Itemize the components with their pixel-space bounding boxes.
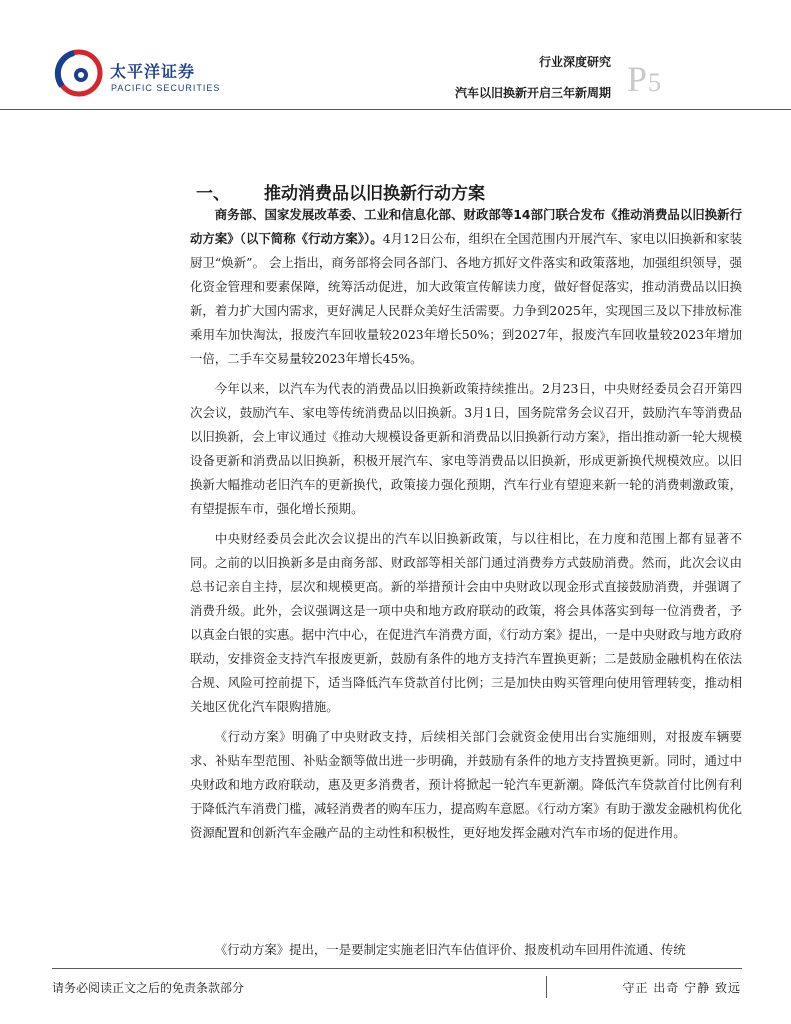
paragraph-1-text: 4月12日公布，组织在全国范围内开展汽车、家电以旧换新和家装厨卫“焕新”。 会上指出，商务部将会同各部门、各地方抓好文件落实和政策落地，加强组织领导，强化资金管理和要素保障，统筹活动促进，加大政策宣传解读力度，做好督促落实，推动消费品以旧换新，着力扩大国内需求，更好满足人民群众美好生活需要。力争到2025年，实现国三及以下排放标准乘用车加快淘汰，报废汽车回收量较2023年增长50%；到2027年，报废汽车回收量较2023年增加一倍，二手车交易量较2023年增长45%。 [190, 231, 742, 366]
page-digit: 5 [648, 68, 663, 97]
paragraph-1 [190, 203, 742, 371]
footer-motto: 守正 出奇 宁静 致远 [622, 981, 741, 995]
page-letter: P [627, 59, 649, 99]
paragraph-5-first-line: 《行动方案》提出，一是要制定实施老旧汽车估值评价、报废机动车回用件流通、传统 [214, 942, 686, 957]
paragraph-2 [190, 377, 742, 521]
footer-disclaimer: 请务必阅读正文之后的免责条款部分 [52, 981, 245, 995]
section-title: 推动消费品以旧换新行动方案 [264, 184, 485, 204]
footer-divider [52, 968, 742, 969]
paragraph-4-text: 《行动方案》明确了中央财政支持，后续相关部门会就资金使用出台实施细则，对报废车辆要求、补贴车型范围、补贴金额等做出进一步明确，并鼓励有条件的地方支持置换更新。同时，通过中央财政和地方政府联动，惠及更多消费者，预计将掀起一轮汽车更新潮。降低汽车贷款首付比例有利于降低汽车消费门槛，减轻消费者的购车压力，提高购车意愿。《行动方案》有助于激发金融机构优化资源配置和创新汽车金融产品的主动性和积极性，更好地发挥金融对汽车市场的促进作用。 [190, 729, 742, 840]
section-heading [196, 179, 485, 204]
paragraph-4 [190, 725, 742, 845]
header-divider [0, 109, 791, 110]
paragraph-3-text: 中央财经委员会此次会议提出的汽车以旧换新政策，与以往相比，在力度和范围上都有显著不同。之前的以旧换新多是由商务部、财政部等相关部门通过消费券方式鼓励消费。然而，此次会议由总书记亲自主持，层次和规模更高。新的举措预计会由中央财政以现金形式直接鼓励消费，并强调了消费升级。此外，会议强调这是一项中央和地方政府联动的政策，将会具体落实到每一位消费者，予以真金白银的实惠。据中汽中心，在促进汽车消费方面，《行动方案》提出，一是中央财政与地方政府联动，安排资金支持汽车报废更新，鼓励有条件的地方支持汽车置换更新；二是鼓励金融机构在依法合规、风险可控前提下，适当降低汽车贷款首付比例；三是加快由购买管理向使用管理转变，推动相关地区优化汽车限购措施。 [190, 531, 742, 714]
report-title: 汽车以旧换新开启三年新周期 [454, 86, 611, 100]
logo-mark-icon [52, 42, 106, 104]
body-text [190, 203, 742, 845]
paragraph-3 [190, 527, 742, 719]
footer-separator [546, 976, 547, 998]
company-logo [52, 42, 222, 104]
report-type: 行业深度研究 [538, 55, 611, 69]
page-number [627, 58, 662, 100]
brand-name-en: PACIFIC SECURITIES [111, 83, 221, 93]
brand-name-cn: 太平洋证券 [110, 62, 196, 81]
paragraph-1-lead: 商务部、国家发展改革委、工业和信息化部、财政部等14部门联合发布《推动消费品以旧换新行动方案》（以下简称《行动方案》）。 [190, 207, 742, 246]
paragraph-2-text: 今年以来，以汽车为代表的消费品以旧换新政策持续推出。2月23日，中央财经委员会召开第四次会议，鼓励汽车、家电等传统消费品以旧换新。3月1日，国务院常务会议召开，鼓励汽车等消费品以旧换新，会上审议通过《推动大规模设备更新和消费品以旧换新行动方案》，指出推动新一轮大规模设备更新和消费品以旧换新，积极开展汽车、家电等消费品以旧换新，形成更新换代规模效应。以旧换新大幅推动老旧汽车的更新换代，政策接力强化预期，汽车行业有望迎来新一轮的消费刺激政策，有望提振车市，强化增长预期。 [190, 381, 742, 516]
section-number: 一、 [196, 184, 230, 204]
